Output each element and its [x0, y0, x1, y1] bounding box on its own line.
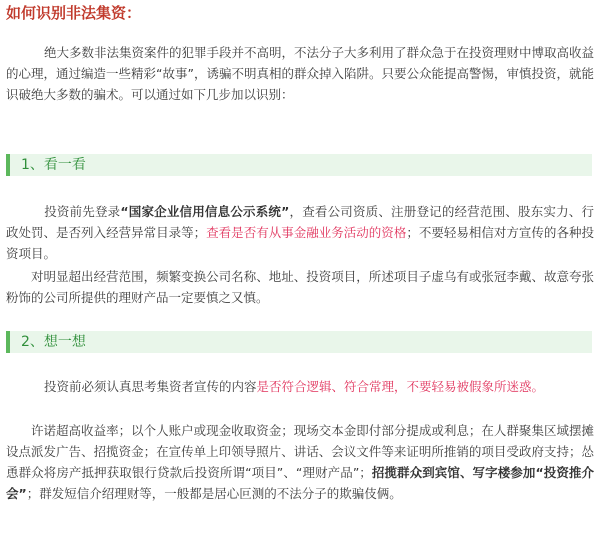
intro-text: 绝大多数非法集资案件的犯罪手段并不高明，不法分子大多利用了群众急于在投资理财中博取高收益的心理，通过编造一些精彩“故事”，诱骗不明真相的群众掉入陷阱。只要公众能提高警惕，审慎投资，就能识破绝大多数的骗术。可以通过如下几步加以识别： [6, 45, 595, 102]
text-run: 许诺超高收益率；以个人账户或现金收取资金；现场交本金即付部分提成或利息；在人群聚集区域摆摊设点派发广告、招揽资金；在宣传单上印领导照片、讲话、会议文件等来证明所推销的项目受政府支持；怂恿群众将房产抵押获取银行贷款后投资所谓“项目”、“理财产品”； [6, 423, 594, 480]
highlight-text: 查看是否有从事金融业务活动的资格 [206, 225, 407, 240]
highlight-text: 是否符合逻辑、符合常理，不要轻易被假象所迷惑。 [256, 379, 545, 394]
section-heading-think [6, 331, 592, 353]
text-run: 对明显超出经营范围，频繁变换公司名称、地址、投资项目，所述项目子虚乌有或张冠李戴、故意夸张粉饰的公司所提供的理财产品一定要慎之又慎。 [6, 269, 594, 305]
system-name-bold: “国家企业信用信息公示系统” [120, 204, 290, 219]
bold-text: 招揽群众到宾馆、写字楼参加“投资推介会” [6, 465, 594, 501]
article-title: 如何识别非法集资： [6, 4, 142, 22]
intro-paragraph [6, 42, 594, 105]
section-heading-text: 1、看一看 [21, 157, 86, 173]
think-paragraph-2 [6, 420, 594, 504]
text-run: ；不要轻易相信对方宣传的各种投资项目。 [6, 225, 594, 261]
text-run: 投资前必须认真思考集资者宣传的内容 [44, 379, 257, 394]
text-run: ，查看公司资质、注册登记的经营范围、股东实力、行政处罚、是否列入经营异常目录等； [6, 204, 594, 240]
section-heading-text: 2、想一想 [21, 334, 86, 350]
look-paragraph-2 [6, 266, 594, 308]
text-run: ；群发短信介绍理财等，一般都是居心叵测的不法分子的欺骗伎俩。 [26, 486, 402, 501]
think-paragraph-1 [6, 376, 594, 397]
section-heading-look [6, 154, 592, 176]
look-paragraph-1 [6, 201, 594, 264]
text-run: 投资前先登录 [44, 204, 121, 219]
